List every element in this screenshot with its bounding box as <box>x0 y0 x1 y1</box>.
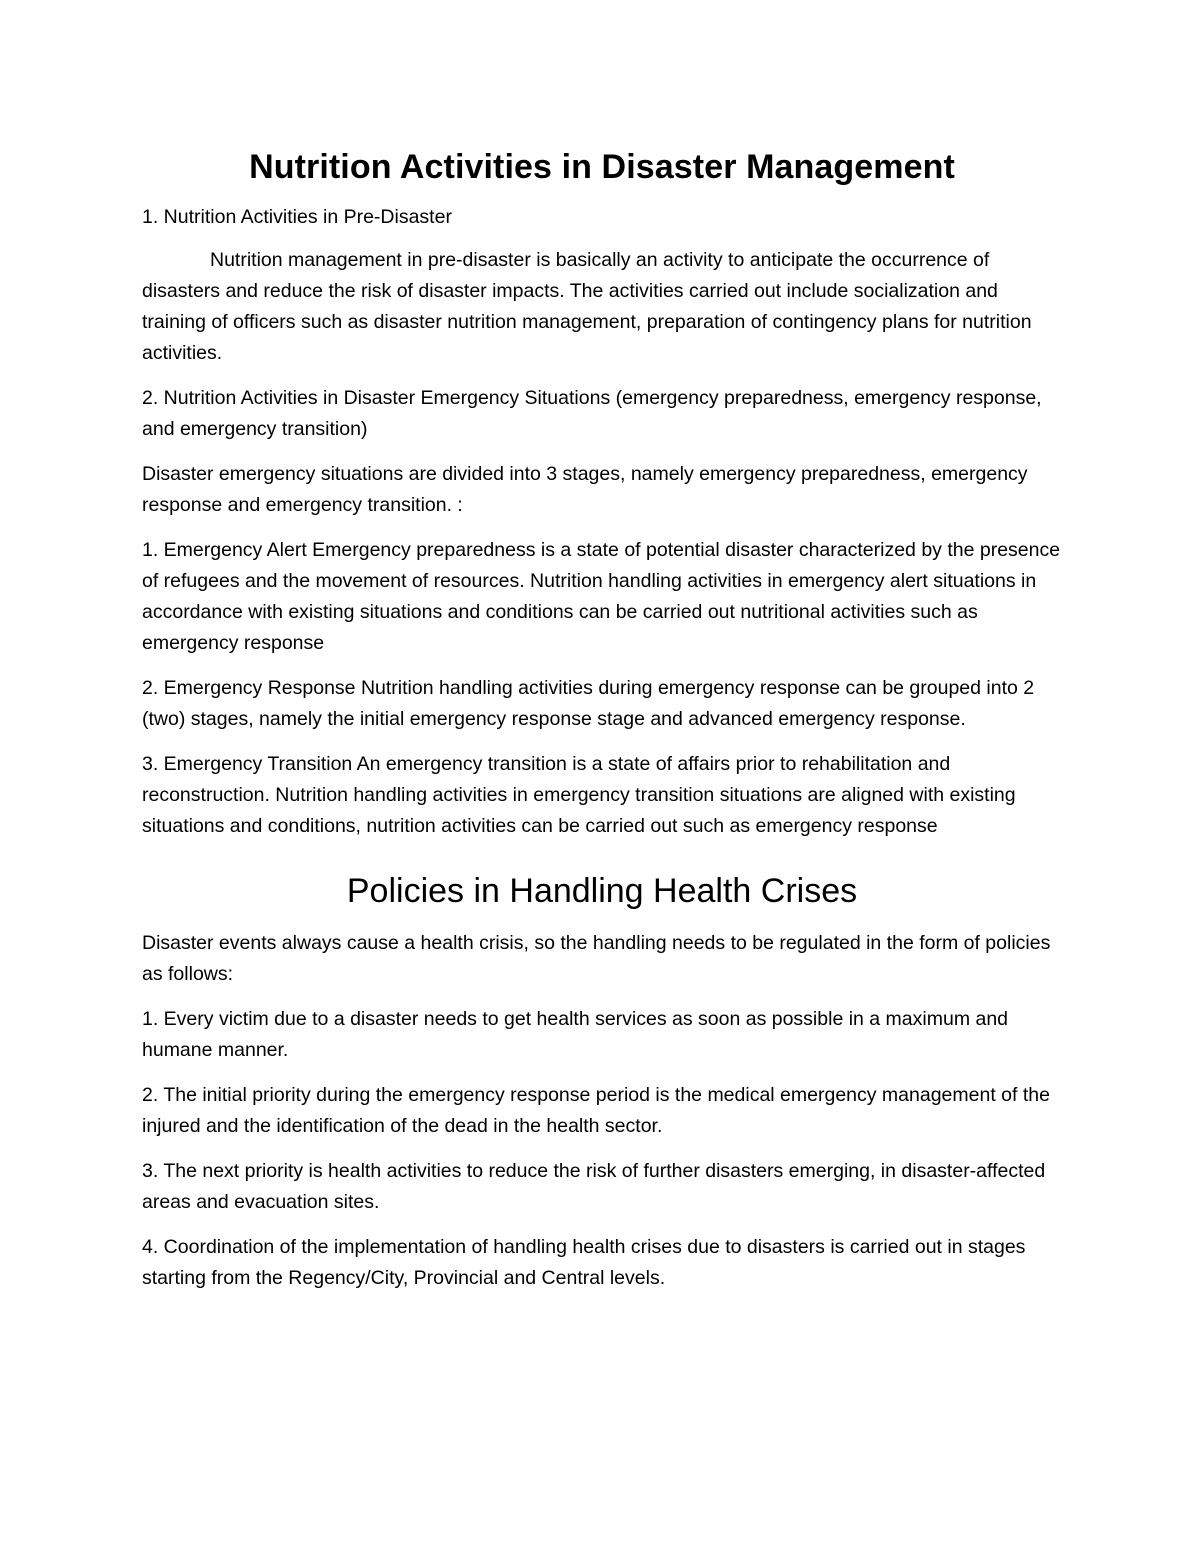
policy-item: 1. Every victim due to a disaster needs to get health services as soon as possible in a maximum and humane manner. <box>142 1008 1009 1061</box>
policies-title: Policies in Handling Health Crises <box>346 872 858 910</box>
section-1-body: Nutrition management in pre-disaster is basically an activity to anticipate the occurrence of disasters and reduce the risk of disaster impacts. The activities carried out include socialization and training of officers such as disaster nutrition management, preparation of contingency plans for nutrition activities. <box>142 249 1032 364</box>
document-content <box>142 144 1062 1308</box>
section-2-intro: Disaster emergency situations are divided into 3 stages, namely emergency preparedness, emergency response and emergency transition. : <box>142 463 1028 516</box>
policies-intro: Disaster events always cause a health crisis, so the handling needs to be regulated in the form of policies as follows: <box>142 932 1051 985</box>
policy-item: 2. The initial priority during the emergency response period is the medical emergency management of the injured and the identification of the dead in the health sector. <box>142 1084 1050 1137</box>
section-2-heading: 2. Nutrition Activities in Disaster Emergency Situations (emergency preparedness, emergency response, and emergency transition) <box>142 387 1042 440</box>
section-2-item: 2. Emergency Response Nutrition handling activities during emergency response can be grouped into 2 (two) stages, namely the initial emergency response stage and advanced emergency response. <box>142 677 1035 730</box>
section-1-heading: 1. Nutrition Activities in Pre-Disaster <box>142 206 452 228</box>
section-2-item: 3. Emergency Transition An emergency transition is a state of affairs prior to rehabilitation and reconstruction. Nutrition handling activities in emergency transition situations are aligned with existing situations and conditions, nutrition activities can be carried out such as emergency response <box>142 753 1016 837</box>
policy-item: 4. Coordination of the implementation of handling health crises due to disasters is carried out in stages starting from the Regency/City, Provincial and Central levels. <box>142 1236 1026 1289</box>
section-2-item: 1. Emergency Alert Emergency preparedness is a state of potential disaster characterized by the presence of refugees and the movement of resources. Nutrition handling activities in emergency alert situations in accordance with existing situations and conditions can be carried out nutritional activities such as emergency response <box>142 539 1061 654</box>
policy-item: 3. The next priority is health activities to reduce the risk of further disasters emerging, in disaster-affected areas and evacuation sites. <box>142 1160 1046 1213</box>
document-title: Nutrition Activities in Disaster Management <box>249 148 955 186</box>
